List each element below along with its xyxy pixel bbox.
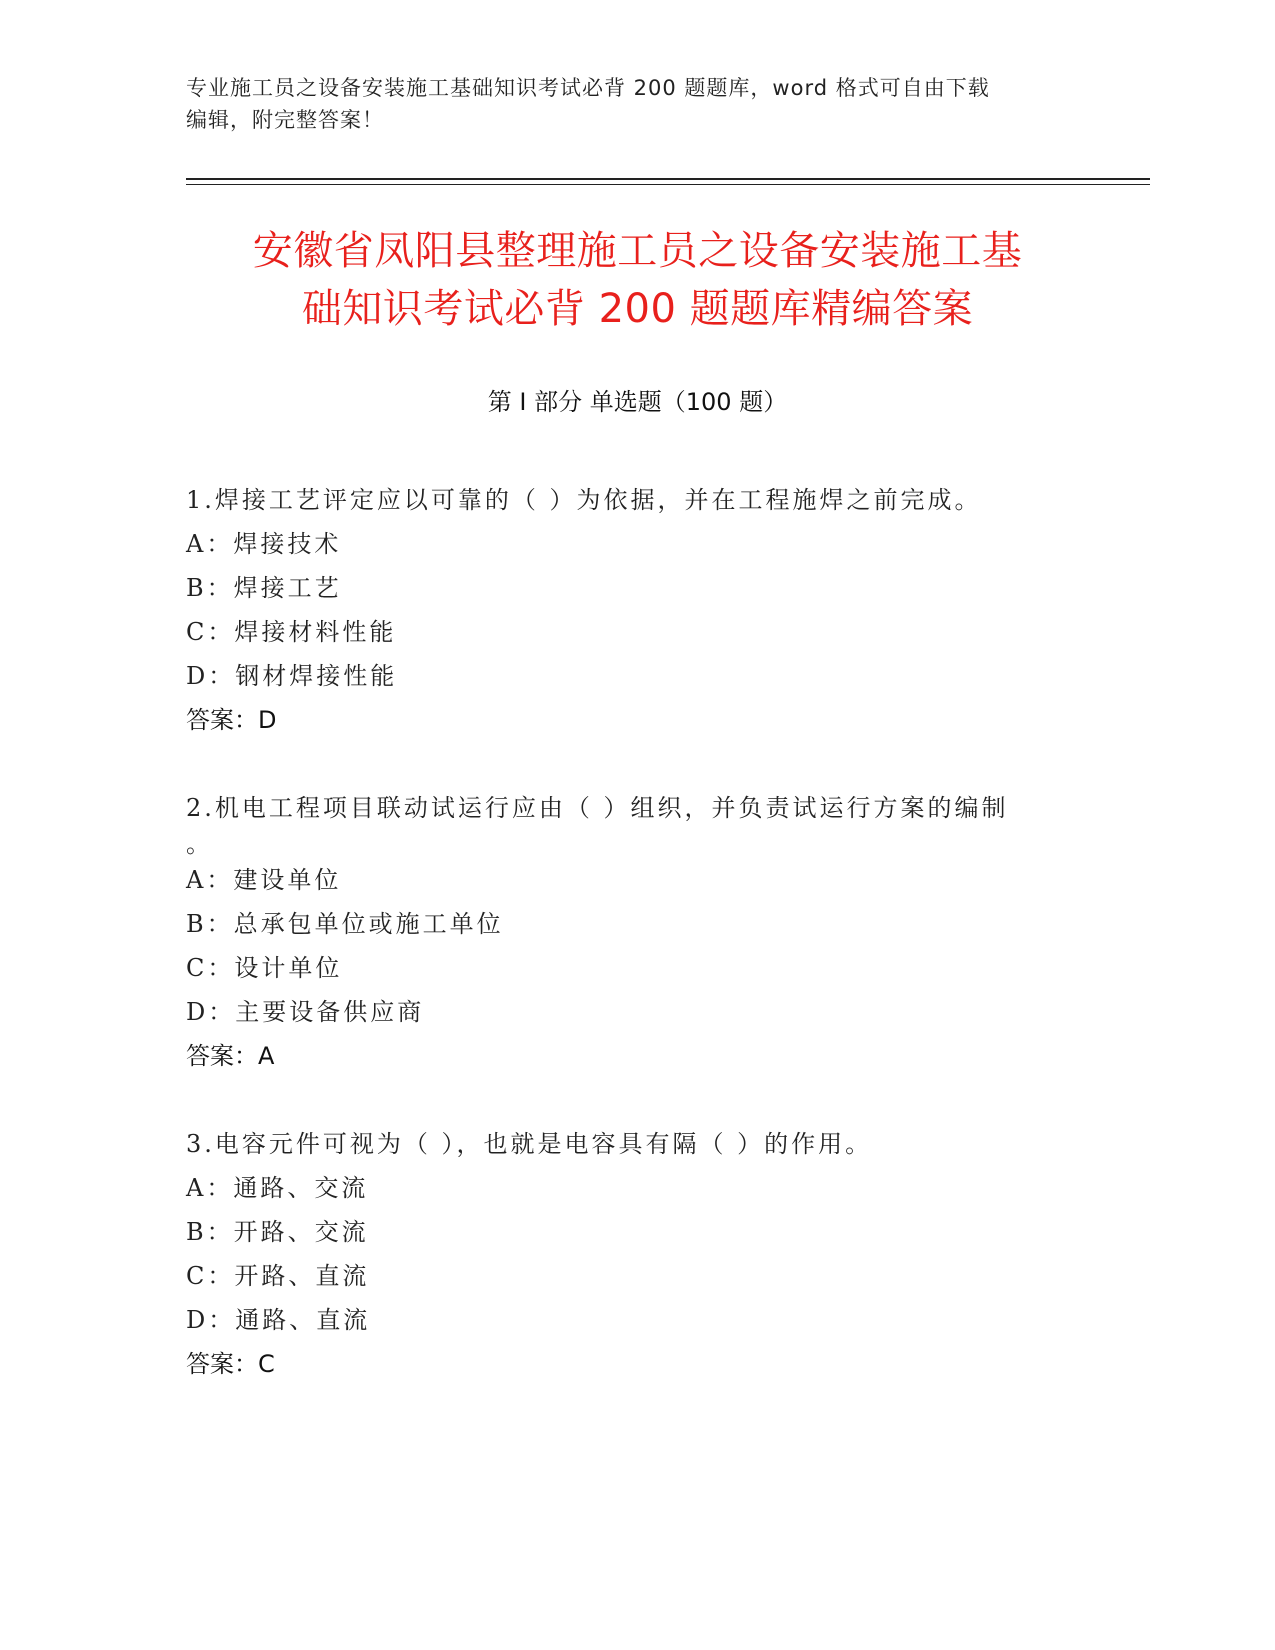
option-b: B：焊接工艺	[186, 574, 342, 602]
answer: 答案：C	[186, 1350, 275, 1378]
document-title	[150, 222, 1125, 338]
question-spacer	[186, 1078, 1086, 1122]
question-1	[186, 478, 1086, 742]
question-stem: 2.机电工程项目联动试运行应由（ ）组织，并负责试运行方案的编制	[186, 794, 1009, 822]
header-note-line-1: 专业施工员之设备安装施工基础知识考试必背 200 题题库，word 格式可自由下载	[186, 76, 990, 100]
title-line-2: 础知识考试必背 200 题题库精编答案	[301, 286, 974, 332]
option-d: D：钢材焊接性能	[186, 662, 398, 690]
question-stem: 1.焊接工艺评定应以可靠的（ ）为依据，并在工程施焊之前完成。	[186, 486, 982, 514]
option-a: A：建设单位	[186, 866, 342, 894]
question-stem: 3.电容元件可视为（ ），也就是电容具有隔（ ）的作用。	[186, 1130, 873, 1158]
option-d: D：主要设备供应商	[186, 998, 425, 1026]
section-heading: 第 I 部分 单选题（100 题）	[487, 388, 788, 416]
question-spacer	[186, 742, 1086, 786]
header-divider-thick	[186, 178, 1150, 180]
answer: 答案：D	[186, 706, 277, 734]
question-3	[186, 1122, 1086, 1386]
question-2	[186, 786, 1086, 1078]
answer: 答案：A	[186, 1042, 275, 1070]
header-note-line-2: 编辑，附完整答案！	[186, 108, 384, 132]
option-d: D：通路、直流	[186, 1306, 371, 1334]
option-c: C：焊接材料性能	[186, 618, 397, 646]
title-line-1: 安徽省凤阳县整理施工员之设备安装施工基	[252, 228, 1023, 274]
option-b: B：总承包单位或施工单位	[186, 910, 504, 938]
option-c: C：开路、直流	[186, 1262, 370, 1290]
question-list	[186, 478, 1086, 1386]
document-header-note	[186, 72, 1086, 136]
header-divider-thin	[186, 184, 1150, 185]
option-c: C：设计单位	[186, 954, 343, 982]
question-stem-continuation: 。	[186, 830, 213, 858]
option-a: A：通路、交流	[186, 1174, 369, 1202]
option-a: A：焊接技术	[186, 530, 342, 558]
option-b: B：开路、交流	[186, 1218, 369, 1246]
